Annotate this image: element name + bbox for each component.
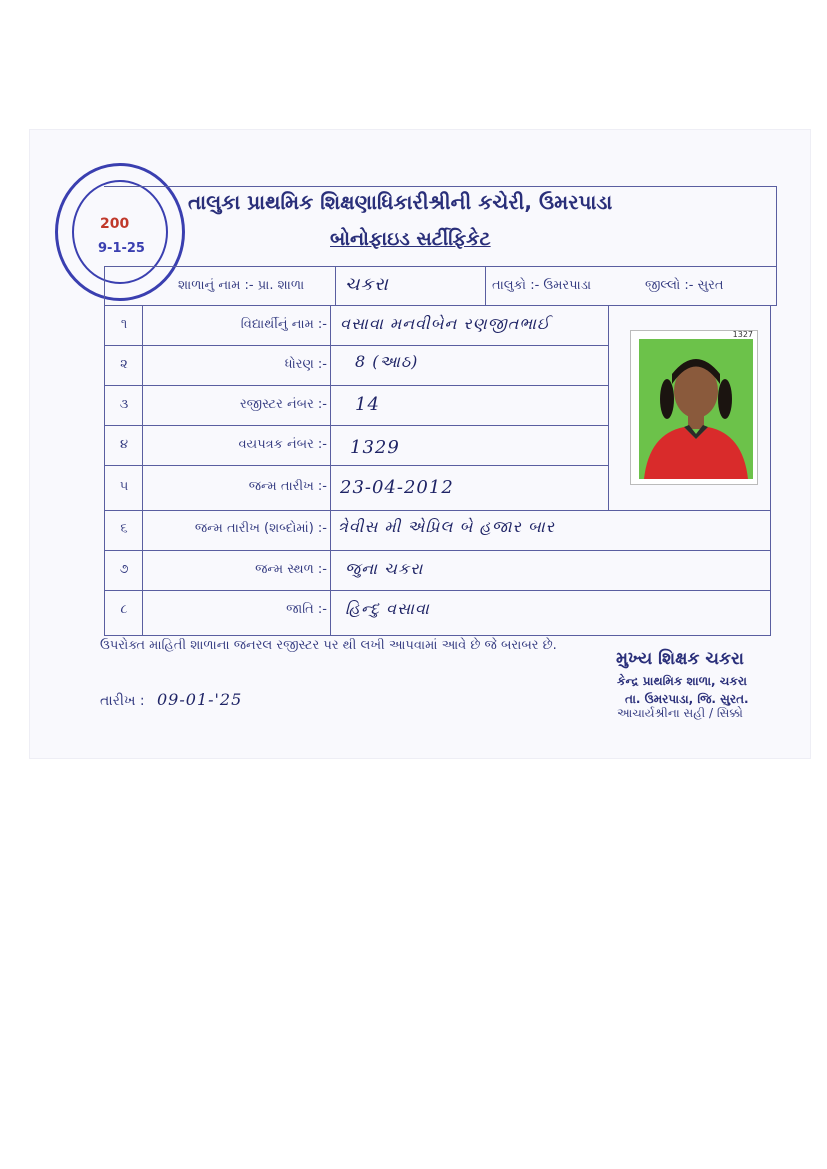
stamp-date: 9-1-25 bbox=[98, 241, 145, 256]
office-title: તાલુકા પ્રાથમિક શિક્ષણાધિકારીશ્રીની કચેરી, ઉમરપાડા bbox=[188, 190, 613, 214]
verification-statement: ઉપરોક્ત માહિતી શાળાના જનરલ રજીસ્ટર પર થી લખી આપવામાં આવે છે જે બરાબર છે. bbox=[100, 638, 557, 653]
birth-date-words-label: જન્મ તારીખ (શબ્દોમાં) :- bbox=[194, 521, 327, 536]
row-number: ૭ bbox=[119, 562, 129, 577]
standard-value: 8 (આઠ) bbox=[355, 352, 419, 371]
signature-place: તા. ઉમરપાડા, જિ. સુરત. bbox=[625, 692, 749, 706]
row-line-5 bbox=[104, 510, 771, 511]
school-name-label: શાળાનું નામ :- પ્રા. શાળા bbox=[178, 278, 305, 293]
row-number: ૩ bbox=[119, 397, 129, 412]
row-number: ૬ bbox=[120, 521, 128, 536]
student-photo bbox=[630, 330, 758, 485]
row-number: ૮ bbox=[120, 602, 128, 617]
header-row-top bbox=[104, 266, 776, 267]
district-label: જીલ્લો :- સુરત bbox=[645, 278, 724, 293]
photo-image bbox=[639, 339, 753, 479]
birth-date-words-value: ત્રેવીસ મી એપ્રિલ બે હજાર બાર bbox=[338, 517, 555, 536]
taluka-label: તાલુકો :- ઉમરપાડા bbox=[492, 278, 592, 293]
row-line-3 bbox=[104, 425, 609, 426]
row-number: ૨ bbox=[120, 357, 128, 372]
school-stamp bbox=[55, 163, 185, 301]
value-col-divider bbox=[608, 305, 609, 510]
signature-role: આચાર્યશ્રીના સહી / સિક્કો bbox=[617, 706, 743, 720]
birth-place-value: જુના ચકરા bbox=[345, 559, 424, 578]
caste-value: હિન્દુ વસાવા bbox=[345, 599, 430, 618]
signature-school: કેન્દ્ર પ્રાથમિક શાળા, ચકરા bbox=[617, 674, 747, 688]
row-number: ૪ bbox=[119, 437, 129, 452]
signature-name: મુખ્ય શિક્ષક ચકરા bbox=[616, 649, 744, 669]
register-number-value: 14 bbox=[355, 394, 380, 415]
certificate-subtitle: બોનોફાઇડ સર્ટીફિકેટ bbox=[330, 228, 491, 250]
row-number: ૧ bbox=[120, 317, 128, 332]
row-line-6 bbox=[104, 550, 771, 551]
age-register-number-value: 1329 bbox=[350, 437, 400, 458]
header-divider-1 bbox=[335, 266, 336, 306]
row-line-1 bbox=[104, 345, 609, 346]
age-register-number-label: વયપત્રક નંબર :- bbox=[238, 437, 327, 452]
caste-label: જાતિ :- bbox=[286, 602, 327, 617]
stamp-inner-ring bbox=[72, 180, 168, 284]
photo-number: 1327 bbox=[732, 330, 753, 339]
birth-date-label: જન્મ તારીખ :- bbox=[248, 479, 327, 494]
title-right-border bbox=[776, 186, 777, 306]
label-col-divider bbox=[330, 305, 331, 636]
register-number-label: રજીસ્ટર નંબર :- bbox=[239, 397, 327, 412]
num-col-divider bbox=[142, 305, 143, 636]
date-label: તારીખ : bbox=[100, 693, 145, 709]
row-line-4 bbox=[104, 465, 609, 466]
stamp-number: 200 bbox=[100, 216, 130, 232]
header-divider-2 bbox=[485, 266, 486, 306]
birth-place-label: જન્મ સ્થળ :- bbox=[255, 562, 327, 577]
table-bottom-border bbox=[104, 635, 771, 636]
standard-label: ધોરણ :- bbox=[284, 357, 327, 372]
row-line-7 bbox=[104, 590, 771, 591]
table-right-border bbox=[770, 305, 771, 636]
birth-date-value: 23-04-2012 bbox=[340, 477, 454, 498]
row-number: ૫ bbox=[119, 479, 129, 494]
student-portrait-icon bbox=[639, 339, 753, 479]
header-row-bottom bbox=[104, 305, 776, 306]
title-top-border bbox=[104, 186, 776, 187]
school-name-value: ચકરા bbox=[345, 274, 389, 295]
row-line-2 bbox=[104, 385, 609, 386]
student-name-label: વિદ્યાર્થીનું નામ :- bbox=[240, 317, 327, 332]
student-name-value: વસાવા મનવીબેન રણજીતભાઈ bbox=[340, 314, 551, 333]
date-value: 09-01-'25 bbox=[157, 690, 243, 709]
